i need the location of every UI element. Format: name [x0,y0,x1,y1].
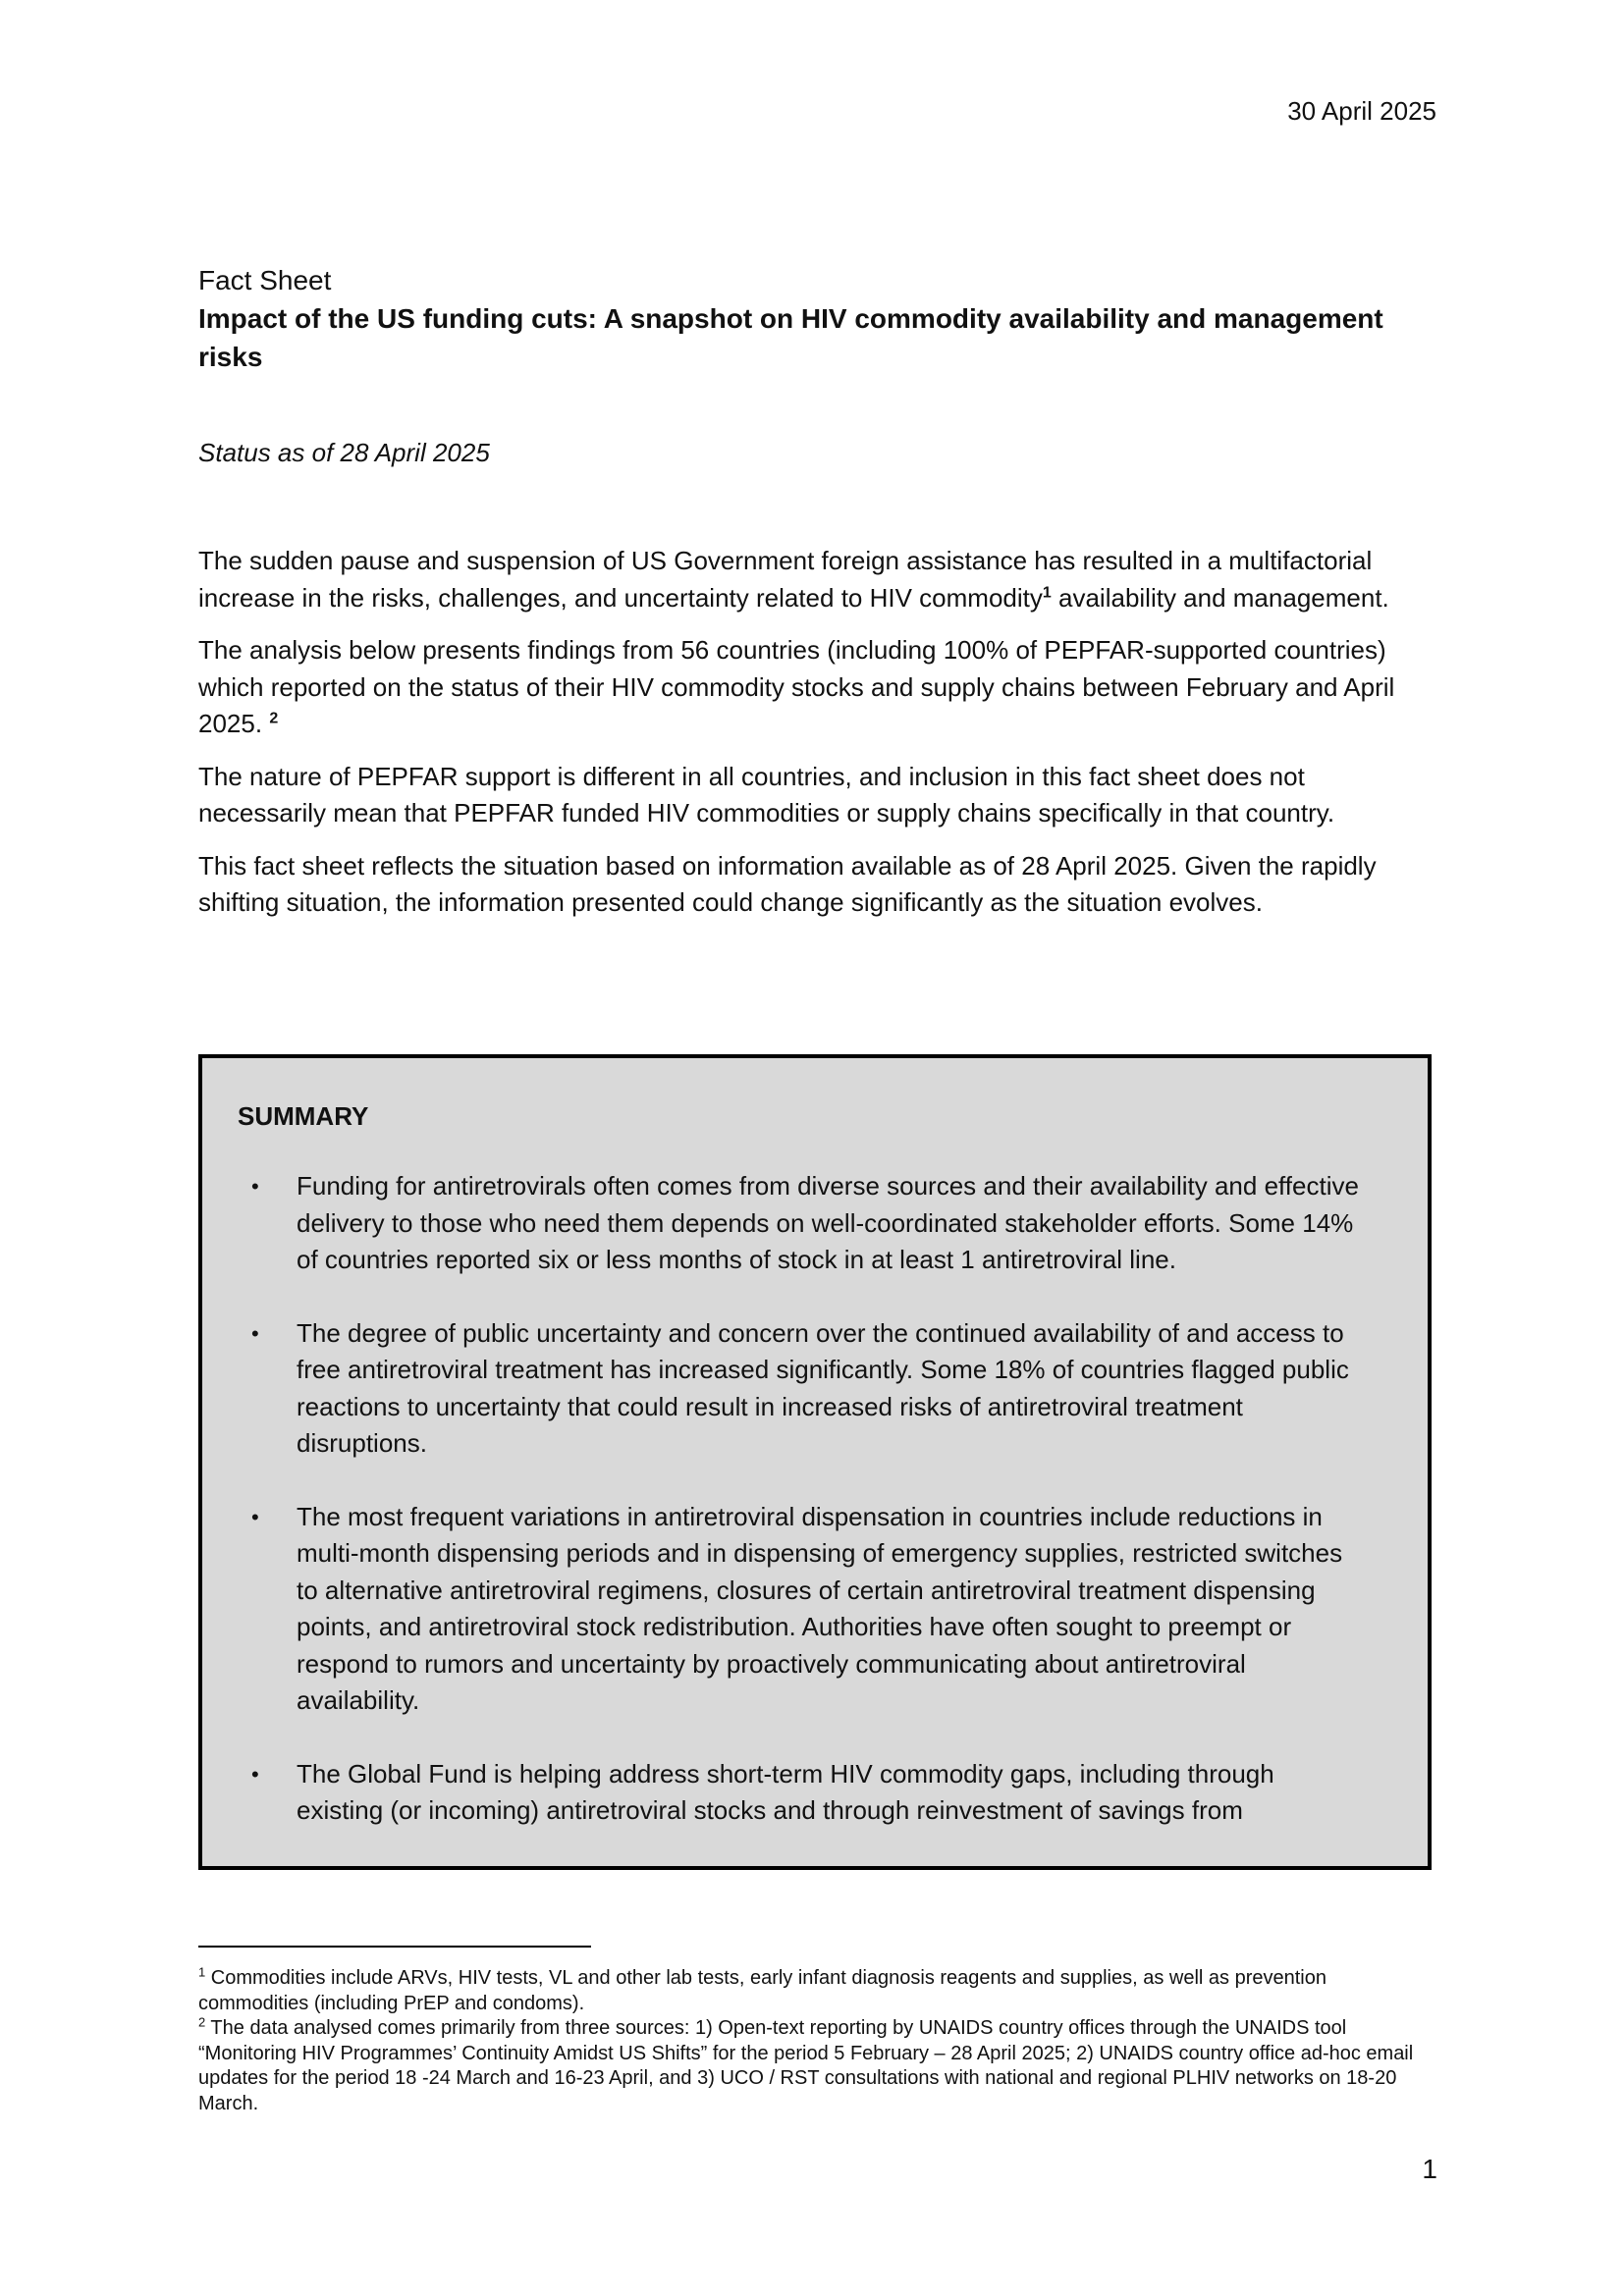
footnote-divider [198,1946,591,1948]
status-line: Status as of 28 April 2025 [198,438,490,467]
footnote-1-text: Commodities include ARVs, HIV tests, VL and other lab tests, early infant diagnosis reagents and supplies, as well as prevention commodities (including PrEP and condoms). [198,1967,1326,2014]
summary-list [202,1168,1428,1866]
paragraph-1-text: The sudden pause and suspension of US Government foreign assistance has resulted in a multifactorial increase in the risks, challenges, and uncertainty related to HIV commodity [198,546,1373,613]
footnote-1-number: 1 [198,1964,206,1980]
footnote-ref-1: 1 [1042,583,1052,601]
summary-item [202,1168,1367,1279]
paragraph-2-text: The analysis below presents findings from 56 countries (including 100% of PEPFAR-supported countries) which reported on the status of their HIV commodity stocks and supply chains between February and April 2025. [198,635,1395,738]
body-text [198,543,1437,937]
footnote-2-number: 2 [198,2014,206,2030]
document-kicker: Fact Sheet [198,265,332,295]
document-heading [198,261,1435,376]
footnote-2 [198,2016,1437,2116]
bullet-icon: • [251,1504,259,1529]
bullet-icon: • [251,1320,259,1346]
summary-title: SUMMARY [238,1101,369,1131]
summary-item [202,1756,1367,1830]
paragraph-1 [198,543,1437,616]
summary-box [198,1054,1432,1870]
bullet-icon: • [251,1761,259,1787]
paragraph-3: The nature of PEPFAR support is different in all countries, and inclusion in this fact sheet does not necessarily mean that PEPFAR funded HIV commodities or supply chains specifically in that country. [198,761,1335,828]
footnote-2-text: The data analysed comes primarily from three sources: 1) Open-text reporting by UNAIDS country offices through the UNAIDS tool “Monitoring HIV Programmes’ Continuity Amidst US Shifts” for the period 5 February – 28 April 2025; 2) UNAIDS country office ad-hoc email updates for the period 18 -24 March and 16-23 April, and 3) UCO / RST consultations with national and regional PLHIV networks on 18-20 March. [198,2017,1414,2114]
footnote-1 [198,1966,1437,2016]
summary-item [202,1315,1367,1463]
page-number: 1 [1422,2154,1437,2184]
footnote-ref-2: 2 [269,710,279,727]
document-title: Impact of the US funding cuts: A snapshot on HIV commodity availability and management risks [198,303,1383,372]
summary-item-text: The Global Fund is helping address short-term HIV commodity gaps, including through existing (or incoming) antiretroviral stocks and through reinvestment of savings from [297,1758,1274,1825]
paragraph-2 [198,632,1437,743]
bullet-icon: • [251,1174,259,1199]
summary-item [202,1499,1367,1720]
paragraph-4: This fact sheet reflects the situation based on information available as of 28 April 2025. Given the rapidly shifting situation, the information presented could change significantly as the situation evolves. [198,850,1377,917]
summary-item-text: The degree of public uncertainty and concern over the continued availability of and access to free antiretroviral treatment has increased significantly. Some 18% of countries flagged public reactions to uncertainty that could result in increased risks of antiretroviral treatment disruptions. [297,1317,1349,1458]
document-date: 30 April 2025 [1287,96,1436,126]
summary-item-text: Funding for antiretrovirals often comes from diverse sources and their availability and effective delivery to those who need them depends on well-coordinated stakeholder efforts. Some 14% of countries reported six or less months of stock in at least 1 antiretroviral line. [297,1171,1359,1274]
footnotes [198,1966,1437,2116]
summary-item-text: The most frequent variations in antiretroviral dispensation in countries include reductions in multi-month dispensing periods and in dispensing of emergency supplies, restricted switches to alternative antiretroviral regimens, closures of certain antiretroviral treatment dispensing points, and antiretroviral stock redistribution. Authorities have often sought to preempt or respond to rumors and uncertainty by proactively communicating about antiretroviral availability. [297,1501,1343,1715]
paragraph-1-text-end: availability and management. [1051,582,1389,613]
